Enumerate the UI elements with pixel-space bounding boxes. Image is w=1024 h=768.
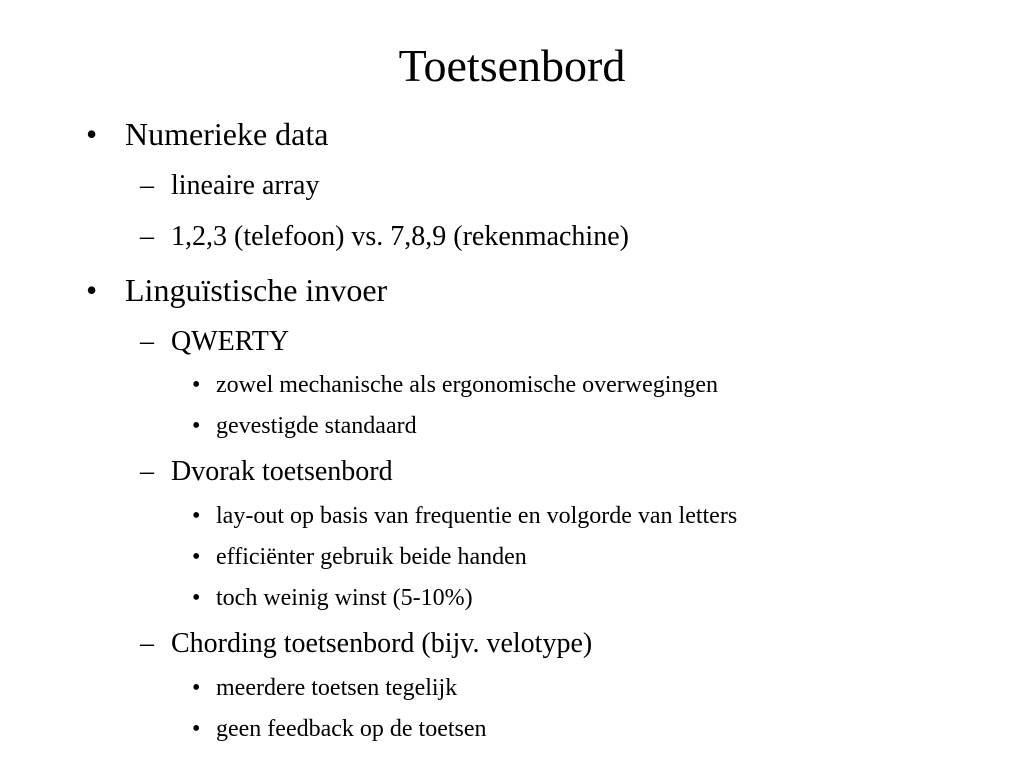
bullet-icon: •: [192, 372, 201, 398]
bullet-text: Chording toetsenbord (bijv. velotype): [171, 628, 593, 659]
bullet-icon: •: [192, 585, 201, 611]
dash-icon: –: [140, 221, 154, 252]
bullet-text: Dvorak toetsenbord: [171, 456, 393, 487]
bullet-text: lay-out op basis van frequentie en volgorde van letters: [216, 503, 738, 529]
bullet-text: Numerieke data: [125, 116, 329, 152]
slide-title: Toetsenbord: [398, 40, 626, 91]
bullet-text: meerdere toetsen tegelijk: [216, 675, 458, 701]
dash-icon: –: [140, 326, 154, 357]
bullet-icon: •: [192, 503, 201, 529]
bullet-text: zowel mechanische als ergonomische overwegingen: [216, 372, 719, 398]
bullet-text: Linguïstische invoer: [125, 272, 388, 308]
dash-icon: –: [140, 170, 154, 201]
dash-icon: –: [140, 628, 154, 659]
bullet-text: efficiënter gebruik beide handen: [216, 544, 527, 570]
bullet-icon: •: [192, 544, 201, 570]
bullet-text: toch weinig winst (5-10%): [216, 585, 473, 611]
bullet-text: gevestigde standaard: [216, 413, 417, 439]
dash-icon: –: [140, 456, 154, 487]
bullet-text: geen feedback op de toetsen: [216, 716, 487, 742]
bullet-icon: •: [86, 116, 98, 152]
bullet-icon: •: [192, 716, 201, 742]
bullet-icon: •: [192, 675, 201, 701]
bullet-text: QWERTY: [171, 326, 290, 357]
bullet-text: lineaire array: [171, 170, 320, 201]
bullet-icon: •: [86, 272, 98, 308]
bullet-icon: •: [192, 413, 201, 439]
bullet-text: 1,2,3 (telefoon) vs. 7,8,9 (rekenmachine): [171, 221, 629, 252]
